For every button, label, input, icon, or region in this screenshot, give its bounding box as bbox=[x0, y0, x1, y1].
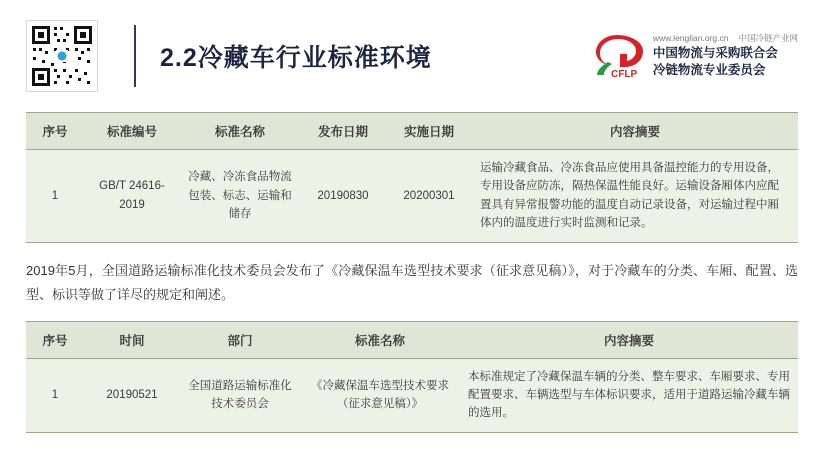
brand-org-line2: 冷链物流专业委员会 bbox=[652, 62, 766, 77]
cell-summary: 本标准规定了冷藏保温车辆的分类、整车要求、车厢要求、专用配置要求、车辆选型与车体标识要求，适用于道路运输冷藏车辆的选用。 bbox=[460, 358, 798, 432]
table-row bbox=[26, 358, 798, 432]
brand-url: www.lenglian.org.cn bbox=[652, 33, 729, 44]
cell-summary: 运输冷藏食品、冷冻食品应使用具备温控能力的专用设备，专用设备应防冻，隔热保温性能良好。运输设备厢体内应配置具有异常报警功能的温度自动记录设备，对运输过程中厢体内的温度进行实时监测和记录。 bbox=[472, 150, 798, 243]
svg-text:CFLP: CFLP bbox=[610, 69, 637, 80]
col-header-index: 序号 bbox=[26, 321, 84, 358]
col-header-name: 标准名称 bbox=[180, 113, 300, 150]
body-paragraph: 2019年5月，全国道路运输标准化技术委员会发布了《冷藏保温车选型技术要求（征求意见稿）》，对于冷藏车的分类、车厢、配置、选型、标识等做了详尽的规定和阐述。 bbox=[26, 262, 798, 302]
cell-name: 冷藏、冷冻食品物流包装、标志、运输和储存 bbox=[180, 150, 300, 243]
page-title: 2.2冷藏车行业标准环境 bbox=[160, 44, 432, 72]
cell-index: 1 bbox=[26, 150, 84, 243]
brand-org-line1: 中国物流与采购联合会 bbox=[652, 45, 778, 60]
cell-time: 20190521 bbox=[84, 358, 180, 432]
brand-site: 中国冷链产业网 bbox=[738, 33, 798, 44]
header-divider bbox=[134, 25, 136, 87]
table-header-row bbox=[26, 321, 798, 358]
qr-code-icon bbox=[26, 20, 98, 92]
cflp-logo-icon bbox=[591, 32, 645, 80]
standards-table-1 bbox=[26, 112, 798, 243]
col-header-time: 时间 bbox=[84, 321, 180, 358]
col-header-index: 序号 bbox=[26, 113, 84, 150]
cell-code: GB/T 24616-2019 bbox=[84, 150, 180, 243]
col-header-code: 标准编号 bbox=[84, 113, 180, 150]
col-header-publish-date: 发布日期 bbox=[300, 113, 386, 150]
col-header-summary: 内容摘要 bbox=[472, 113, 798, 150]
col-header-name: 标准名称 bbox=[300, 321, 460, 358]
col-header-summary: 内容摘要 bbox=[460, 321, 798, 358]
cell-department: 全国道路运输标准化技术委员会 bbox=[180, 358, 300, 432]
standards-table-2 bbox=[26, 321, 798, 433]
cell-index: 1 bbox=[26, 358, 84, 432]
cell-publish-date: 20190830 bbox=[300, 150, 386, 243]
col-header-department: 部门 bbox=[180, 321, 300, 358]
brand-url-line bbox=[653, 33, 798, 44]
cell-name: 《冷藏保温车选型技术要求（征求意见稿）》 bbox=[300, 358, 460, 432]
slide-header bbox=[0, 0, 824, 112]
col-header-effective-date: 实施日期 bbox=[386, 113, 472, 150]
standards-table-2-wrap bbox=[0, 321, 824, 433]
table-header-row bbox=[26, 113, 798, 150]
brand-logo bbox=[591, 32, 798, 80]
standards-table-1-wrap bbox=[0, 112, 824, 243]
cell-effective-date: 20200301 bbox=[386, 150, 472, 243]
table-row bbox=[26, 150, 798, 243]
